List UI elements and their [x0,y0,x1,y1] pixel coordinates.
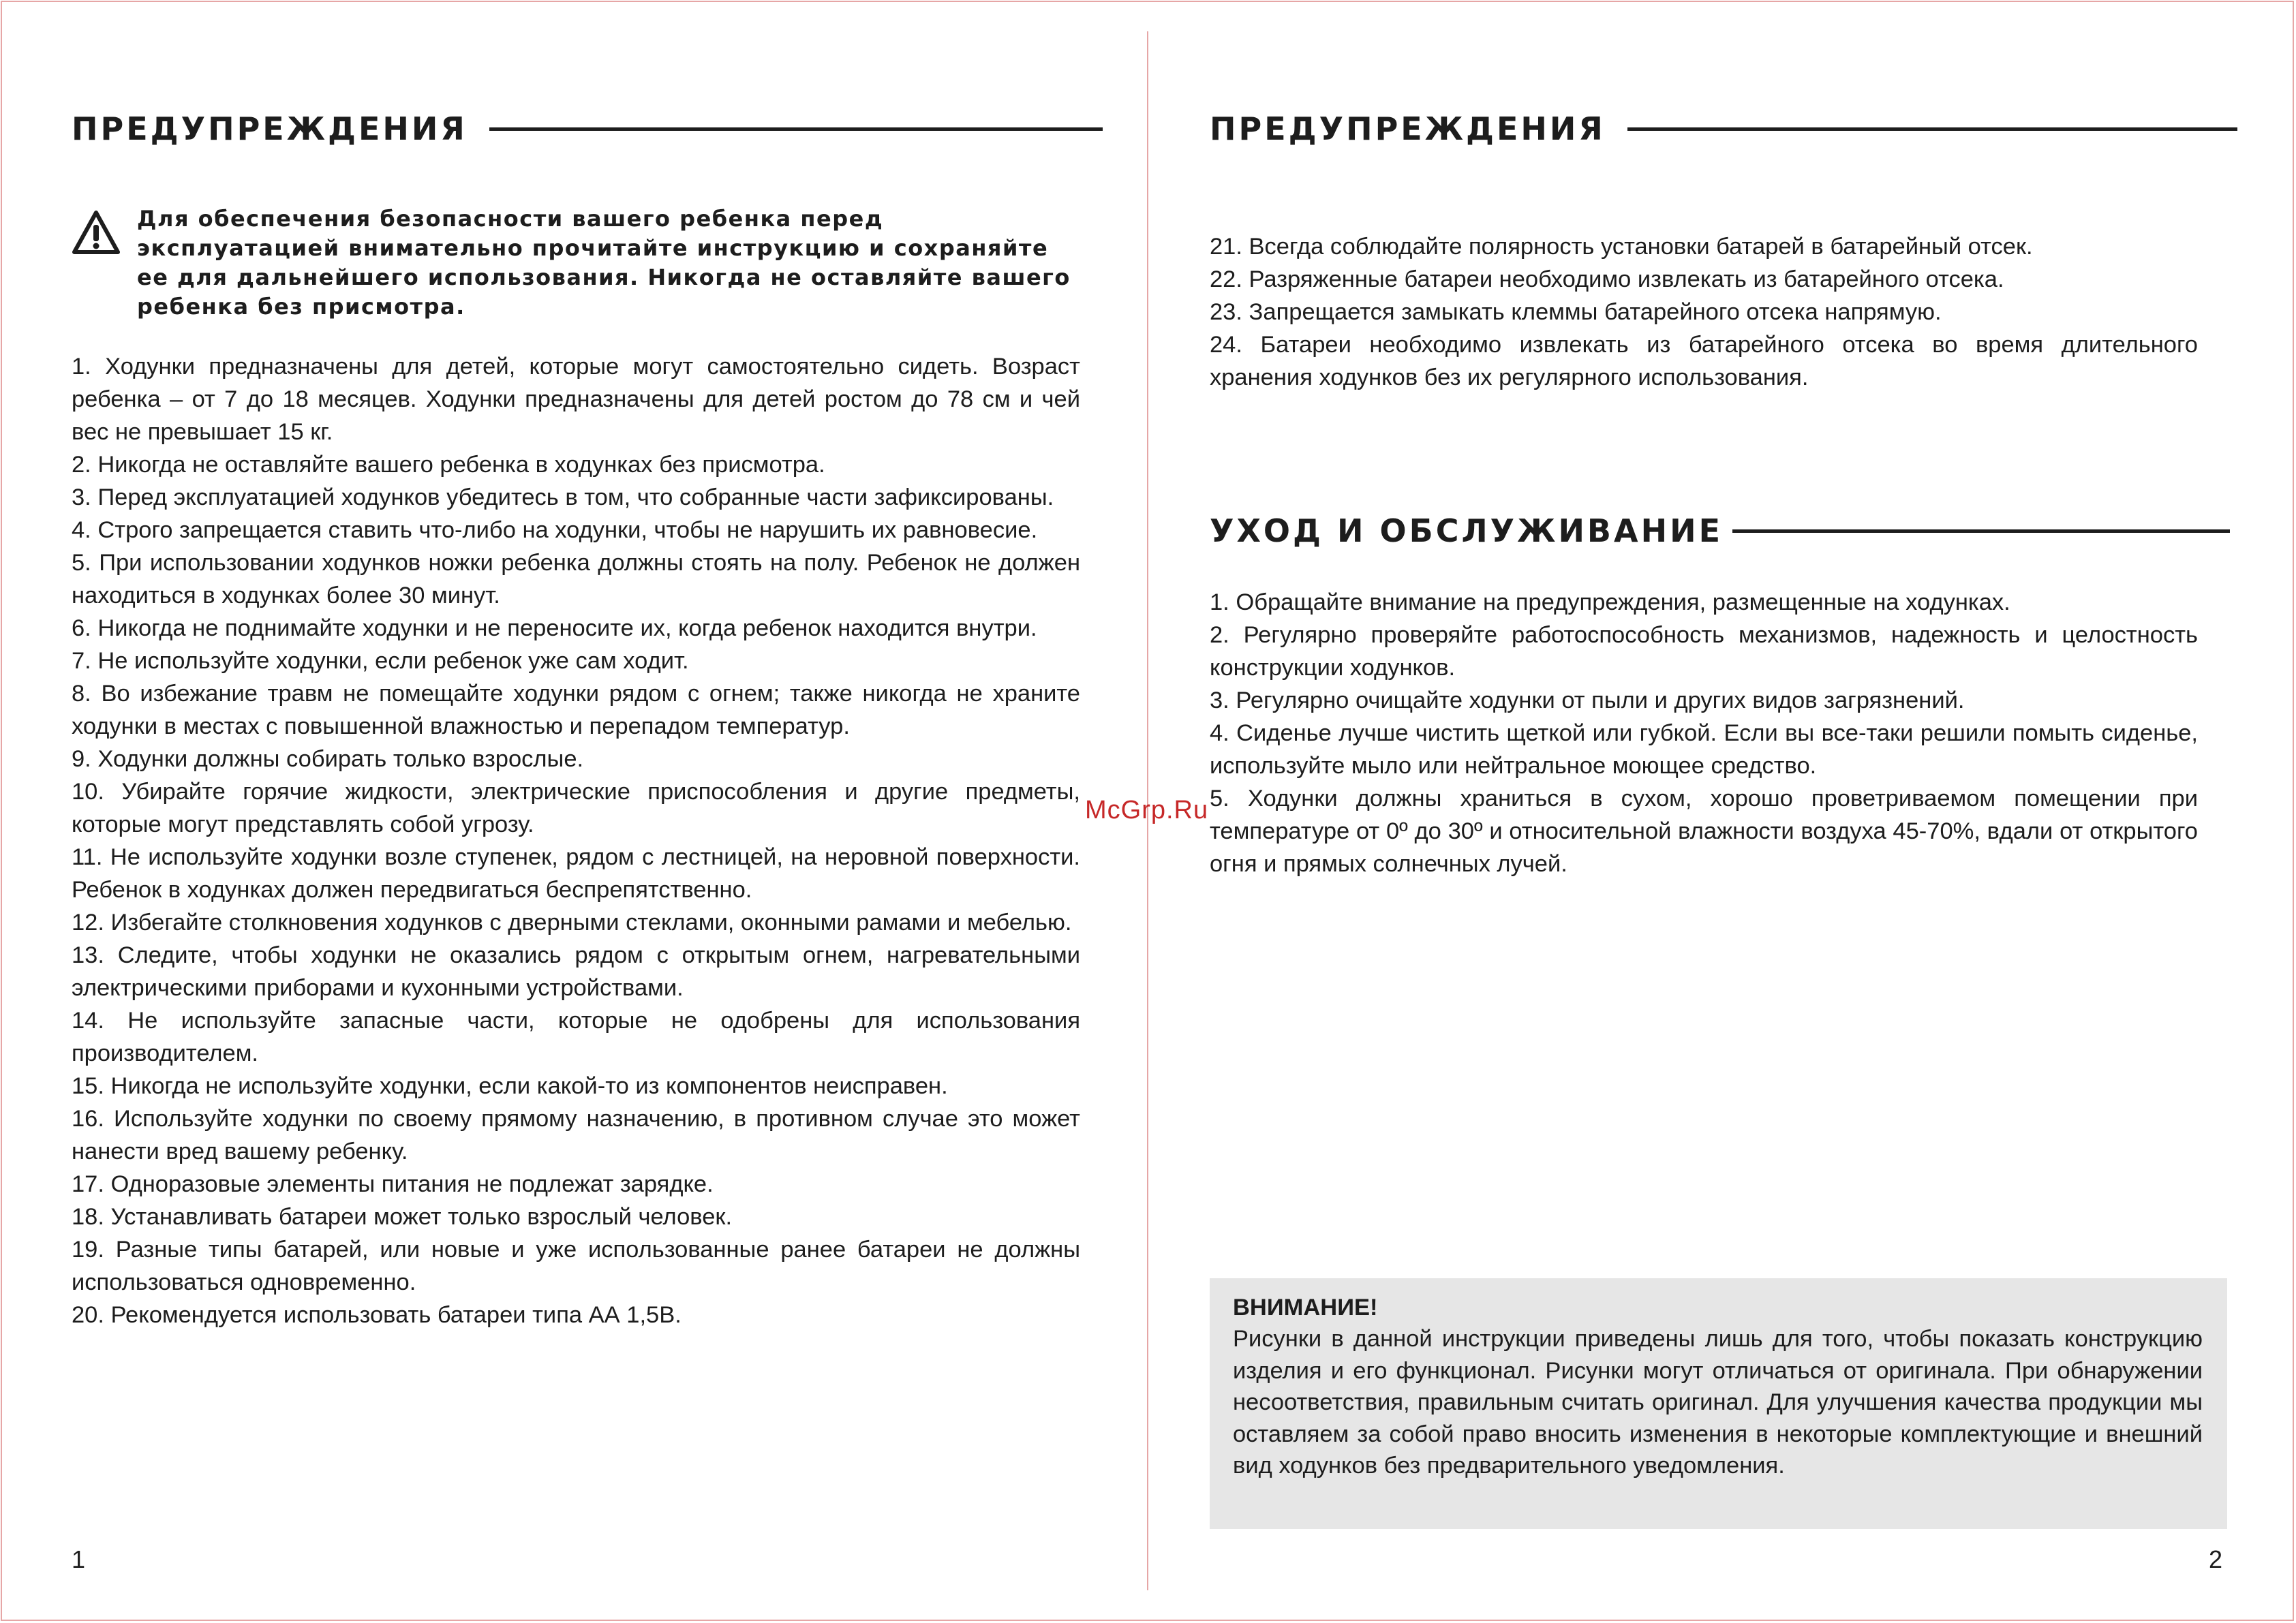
list-item: 2. Никогда не оставляйте вашего ребенка в ходунках без присмотра. [72,452,825,478]
list-item: 5. При использовании ходунков ножки ребенка должны стоять на полу. Ребенок не должен находиться в ходунках более 30 минут. [72,550,1080,608]
warnings-heading [72,110,1103,147]
right-page [1210,0,2223,1623]
list-item: 12. Избегайте столкновения ходунков с дверными стеклами, оконными рамами и мебелью. [72,910,1072,936]
list-item: 4. Строго запрещается ставить что-либо на ходунки, чтобы не нарушить их равновесие. [72,517,1038,543]
list-item: 1. Обращайте внимание на предупреждения, размещенные на ходунках. [1210,589,2010,615]
list-item: 8. Во избежание травм не помещайте ходунки рядом с огнем; также никогда не храните ходунки в местах с повышенной влажностью и перепадом температур. [72,681,1080,739]
warning-triangle-icon [72,208,121,262]
list-item: 3. Перед эксплуатацией ходунков убедитесь в том, что собранные части зафиксированы. [72,484,1054,510]
list-item: 18. Устанавливать батареи может только взрослый человек. [72,1204,733,1230]
warnings-heading-text: ПРЕДУПРЕЖДЕНИЯ [1210,110,1606,147]
list-item: 6. Никогда не поднимайте ходунки и не переносите их, когда ребенок находится внутри. [72,615,1037,641]
list-item: 9. Ходунки должны собирать только взрослые. [72,746,584,772]
list-item: 10. Убирайте горячие жидкости, электрические приспособления и другие предметы, которые могут представлять собой угрозу. [72,779,1080,837]
care-list [1210,586,2198,880]
list-item: 5. Ходунки должны храниться в сухом, хорошо проветриваемом помещении при температуре от 0º до 30º и относительной влажности воздуха 45-70%, вдали от открытого огня и прямых солнечных лучей. [1210,786,2198,877]
care-heading-text: УХОД И ОБСЛУЖИВАНИЕ [1210,512,1724,549]
list-item: 13. Следите, чтобы ходунки не оказались рядом с открытым огнем, нагревательными электрическими приборами и кухонными устройствами. [72,942,1080,1001]
page-number: 2 [2209,1545,2223,1573]
warnings-list [72,350,1080,1331]
heading-rule [489,127,1103,131]
list-item: 14. Не используйте запасные части, которые не одобрены для использования производителем. [72,1008,1080,1066]
list-item: 2. Регулярно проверяйте работоспособность механизмов, надежность и целостность конструкции ходунков. [1210,622,2198,681]
list-item: 17. Одноразовые элементы питания не подлежат зарядке. [72,1171,714,1197]
list-item: 23. Запрещается замыкать клеммы батарейного отсека напрямую. [1210,299,1942,325]
left-page [72,0,1080,1623]
warnings-heading-continued [1210,110,2237,147]
list-item: 1. Ходунки предназначены для детей, которые могут самостоятельно сидеть. Возраст ребенка – от 7 до 18 месяцев. Ходунки предназначены для детей ростом до 78 см и чей вес не превышает 15 кг. [72,354,1080,445]
warnings-heading-text: ПРЕДУПРЕЖДЕНИЯ [72,110,468,147]
warnings-list-continued [1210,230,2198,394]
page-number: 1 [72,1545,86,1573]
attention-note-title: ВНИМАНИЕ! [1233,1295,1378,1320]
list-item: 3. Регулярно очищайте ходунки от пыли и других видов загрязнений. [1210,687,1965,713]
list-item: 4. Сиденье лучше чистить щеткой или губкой. Если вы все-таки решили помыть сиденье, используйте мыло или нейтральное моющее средство. [1210,720,2198,779]
list-item: 15. Никогда не используйте ходунки, если какой-то из компонентов неисправен. [72,1073,948,1099]
list-item: 19. Разные типы батарей, или новые и уже использованные ранее батареи не должны использоваться одновременно. [72,1237,1080,1295]
list-item: 24. Батареи необходимо извлекать из батарейного отсека во время длительного хранения ходунков без их регулярного использования. [1210,332,2198,390]
attention-note [1210,1278,2227,1529]
heading-rule [1732,529,2230,533]
watermark: McGrp.Ru [1085,796,1209,824]
heading-rule [1627,127,2237,131]
list-item: 11. Не используйте ходунки возле ступенек, рядом с лестницей, на неровной поверхности. Ребенок в ходунках должен передвигаться беспрепятственно. [72,844,1080,903]
list-item: 21. Всегда соблюдайте полярность установки батарей в батарейный отсек. [1210,234,2033,260]
attention-note-text: Рисунки в данной инструкции приведены лишь для того, чтобы показать конструкцию изделия и его функционал. Рисунки могут отличаться от оригинала. При обнаружении несоответствия, правильным считать оригинал. Для улучшения качества продукции мы оставляем за собой право вносить изменения в некоторые комплектующие и внешний вид ходунков без предварительного уведомления. [1233,1326,2203,1479]
list-item: 16. Используйте ходунки по своему прямому назначению, в противном случае это может нанести вред вашему ребенку. [72,1106,1080,1164]
care-heading [1210,512,2230,549]
list-item: 20. Рекомендуется использовать батареи типа АА 1,5В. [72,1302,682,1328]
list-item: 7. Не используйте ходунки, если ребенок уже сам ходит. [72,648,689,674]
list-item: 22. Разряженные батареи необходимо извлекать из батарейного отсека. [1210,266,2004,292]
safety-notice [72,204,1080,322]
safety-notice-text: Для обеспечения безопасности вашего ребенка перед эксплуатацией внимательно прочитайте инструкцию и сохраняйте ее для дальнейшего использования. Никогда не оставляйте вашего ребенка без присмотра. [137,206,1071,320]
